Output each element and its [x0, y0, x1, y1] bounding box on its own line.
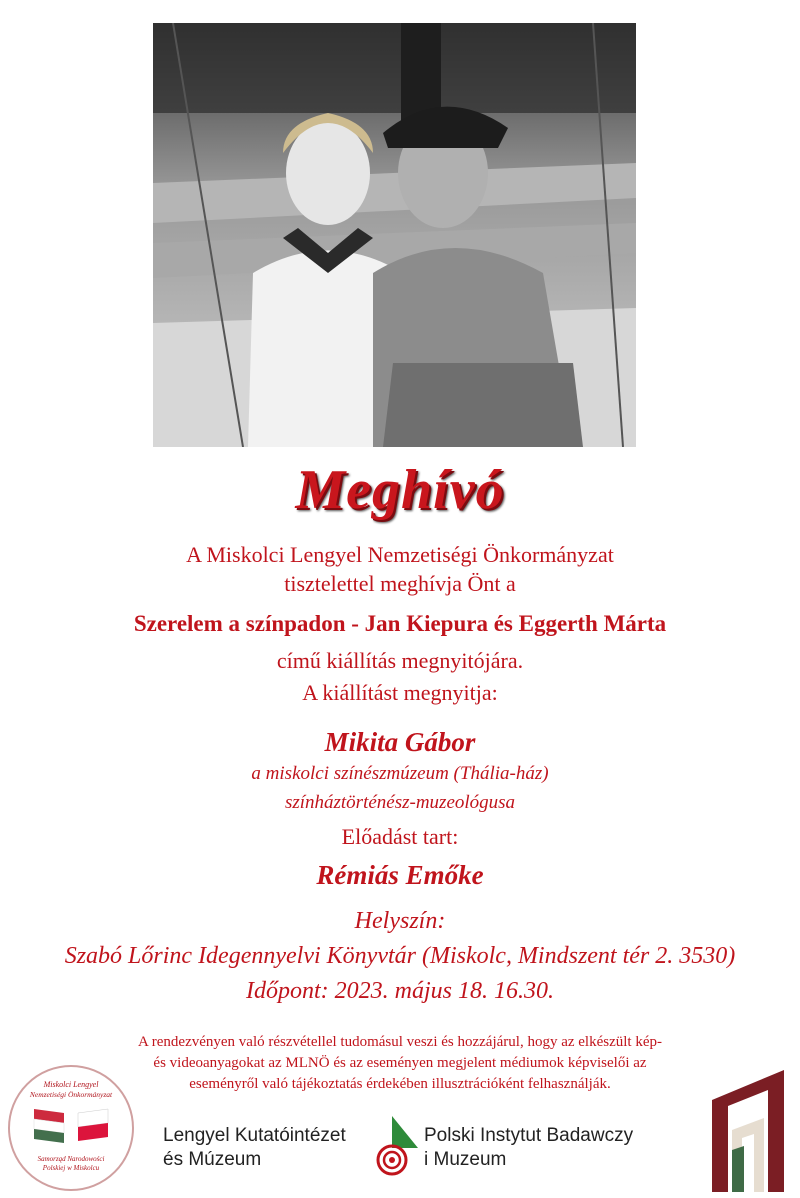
- opening-line: című kiállítás megnyitójára.: [276, 648, 524, 673]
- consent-notice: [70, 1032, 730, 1095]
- library-logo-icon: [712, 1070, 784, 1192]
- institute-pl-line2: i Muzeum: [424, 1149, 507, 1170]
- mlno-seal-logo: [6, 1063, 136, 1193]
- header-photo: [153, 23, 636, 447]
- opener-role-line1: a miskolci színészmúzeum (Thália-ház): [251, 763, 549, 784]
- institute-name-hu: [163, 1124, 346, 1172]
- seal-bottom-line1: Samorząd Narodowości: [37, 1155, 105, 1163]
- event-time: Időpont: 2023. május 18. 16.30.: [246, 978, 554, 1004]
- institute-hu-line2: és Múzeum: [163, 1149, 262, 1170]
- exhibition-title: Szerelem a színpadon - Jan Kiepura és Eggerth Márta: [133, 611, 667, 636]
- opener-intro: A kiállítást megnyitja:: [302, 680, 498, 705]
- couple-photo-illustration: [153, 23, 636, 447]
- page-title: Meghívó: [295, 459, 505, 521]
- institute-logo-icon: [374, 1114, 422, 1176]
- lecture-intro: Előadást tart:: [341, 824, 459, 849]
- hungarian-flag-icon: [34, 1109, 64, 1143]
- institute-pl-line1: Polski Instytut Badawczy: [424, 1125, 634, 1146]
- notice-line-1: A rendezvényen való részvétellel tudomásul veszi és hozzájárul, hogy az elkészült kép-: [138, 1034, 662, 1050]
- opener-role-line2: színháztörténész-muzeológusa: [284, 792, 516, 813]
- lecturer-name: Rémiás Emőke: [316, 860, 484, 890]
- venue-label: Helyszín:: [354, 908, 446, 934]
- notice-line-3: eseményről való tájékoztatás érdekében illusztrációként felhasználják.: [189, 1076, 611, 1092]
- invite-line: tisztelettel meghívja Önt a: [284, 571, 516, 596]
- polish-flag-icon: [78, 1109, 108, 1141]
- host-line: A Miskolci Lengyel Nemzetiségi Önkormányzat: [186, 542, 614, 567]
- seal-top-line1: Miskolci Lengyel: [43, 1080, 99, 1089]
- institute-hu-line1: Lengyel Kutatóintézet: [163, 1125, 346, 1146]
- notice-line-2: és videoanyagokat az MLNÖ és az eseményen megjelent médiumok képviselői az: [153, 1055, 647, 1071]
- venue-place: Szabó Lőrinc Idegennyelvi Könyvtár (Miskolc, Mindszent tér 2. 3530): [64, 943, 736, 969]
- seal-bottom-line2: Polskiej w Miskolcu: [42, 1164, 100, 1172]
- opener-name: Mikita Gábor: [324, 727, 476, 757]
- seal-top-line2: Nemzetiségi Önkormányzat: [29, 1090, 113, 1099]
- institute-name-pl: [424, 1124, 633, 1172]
